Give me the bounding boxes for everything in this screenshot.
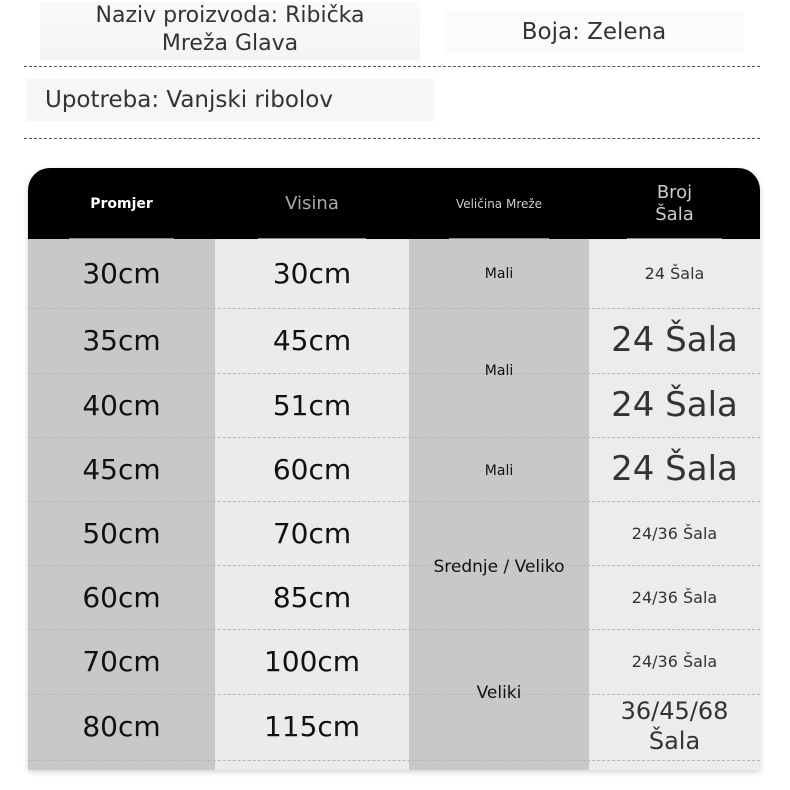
header-velicina-mreze: Veličina Mreže xyxy=(409,168,589,239)
visina-cell: 51cm xyxy=(272,388,352,422)
broj-sala-line1: 36/45/68 xyxy=(620,697,729,725)
promjer-cell: 30cm xyxy=(82,257,161,290)
table-header xyxy=(28,168,760,239)
product-name xyxy=(40,2,420,60)
mesh-size-cell: Veliki xyxy=(476,682,522,703)
visina-cell: 85cm xyxy=(272,580,352,614)
row-divider xyxy=(28,694,760,695)
broj-sala-cell: 24 Šala xyxy=(611,449,738,489)
broj-sala-cell: 24 Šala xyxy=(644,264,705,283)
broj-sala-cell: 24/36 Šala xyxy=(631,651,718,671)
visina-cell: 60cm xyxy=(272,452,352,486)
mesh-size-cell: Mali xyxy=(484,265,514,282)
visina-cell: 45cm xyxy=(272,323,352,357)
header-broj-line1: Broj xyxy=(656,181,693,203)
row-divider xyxy=(28,629,760,630)
row-divider xyxy=(28,501,760,502)
visina-cell: 115cm xyxy=(263,709,361,743)
broj-sala-cell: 24/36 Šala xyxy=(631,587,718,607)
promjer-cell: 45cm xyxy=(82,452,161,486)
header-broj-sala xyxy=(589,168,760,239)
row-divider xyxy=(28,760,760,761)
product-name-line1: Naziv proizvoda: Ribička xyxy=(95,3,365,28)
row-divider xyxy=(28,373,760,374)
promjer-cell: 40cm xyxy=(82,388,161,422)
header-broj-line2: Šala xyxy=(655,203,694,225)
row-divider xyxy=(28,437,760,438)
info-row-usage xyxy=(24,67,760,139)
visina-cell: 30cm xyxy=(272,257,352,290)
promjer-cell: 60cm xyxy=(82,580,161,614)
broj-sala-cell: 24 Šala xyxy=(611,320,738,360)
size-table xyxy=(28,168,760,770)
broj-sala-cell xyxy=(589,694,760,758)
broj-sala-cell: 24/36 Šala xyxy=(631,523,718,543)
info-row-name-color xyxy=(24,0,760,67)
visina-cell: 100cm xyxy=(263,644,361,678)
promjer-cell: 70cm xyxy=(82,644,161,678)
product-usage: Upotreba: Vanjski ribolov xyxy=(26,79,434,121)
mesh-size-cell: Srednje / Veliko xyxy=(433,556,565,577)
broj-sala-line2: Šala xyxy=(648,727,701,755)
row-divider xyxy=(28,308,760,309)
product-name-line2: Mreža Glava xyxy=(161,31,299,56)
header-visina: Visina xyxy=(215,168,409,239)
promjer-cell: 50cm xyxy=(82,516,161,550)
header-promjer: Promjer xyxy=(28,168,215,239)
product-color: Boja: Zelena xyxy=(444,10,744,54)
promjer-cell: 35cm xyxy=(82,323,161,357)
mesh-size-cell: Mali xyxy=(484,462,514,479)
row-divider xyxy=(28,565,760,566)
mesh-size-cell: Mali xyxy=(484,362,514,379)
promjer-cell: 80cm xyxy=(82,709,161,743)
visina-cell: 70cm xyxy=(272,516,352,550)
broj-sala-cell: 24 Šala xyxy=(611,385,738,425)
